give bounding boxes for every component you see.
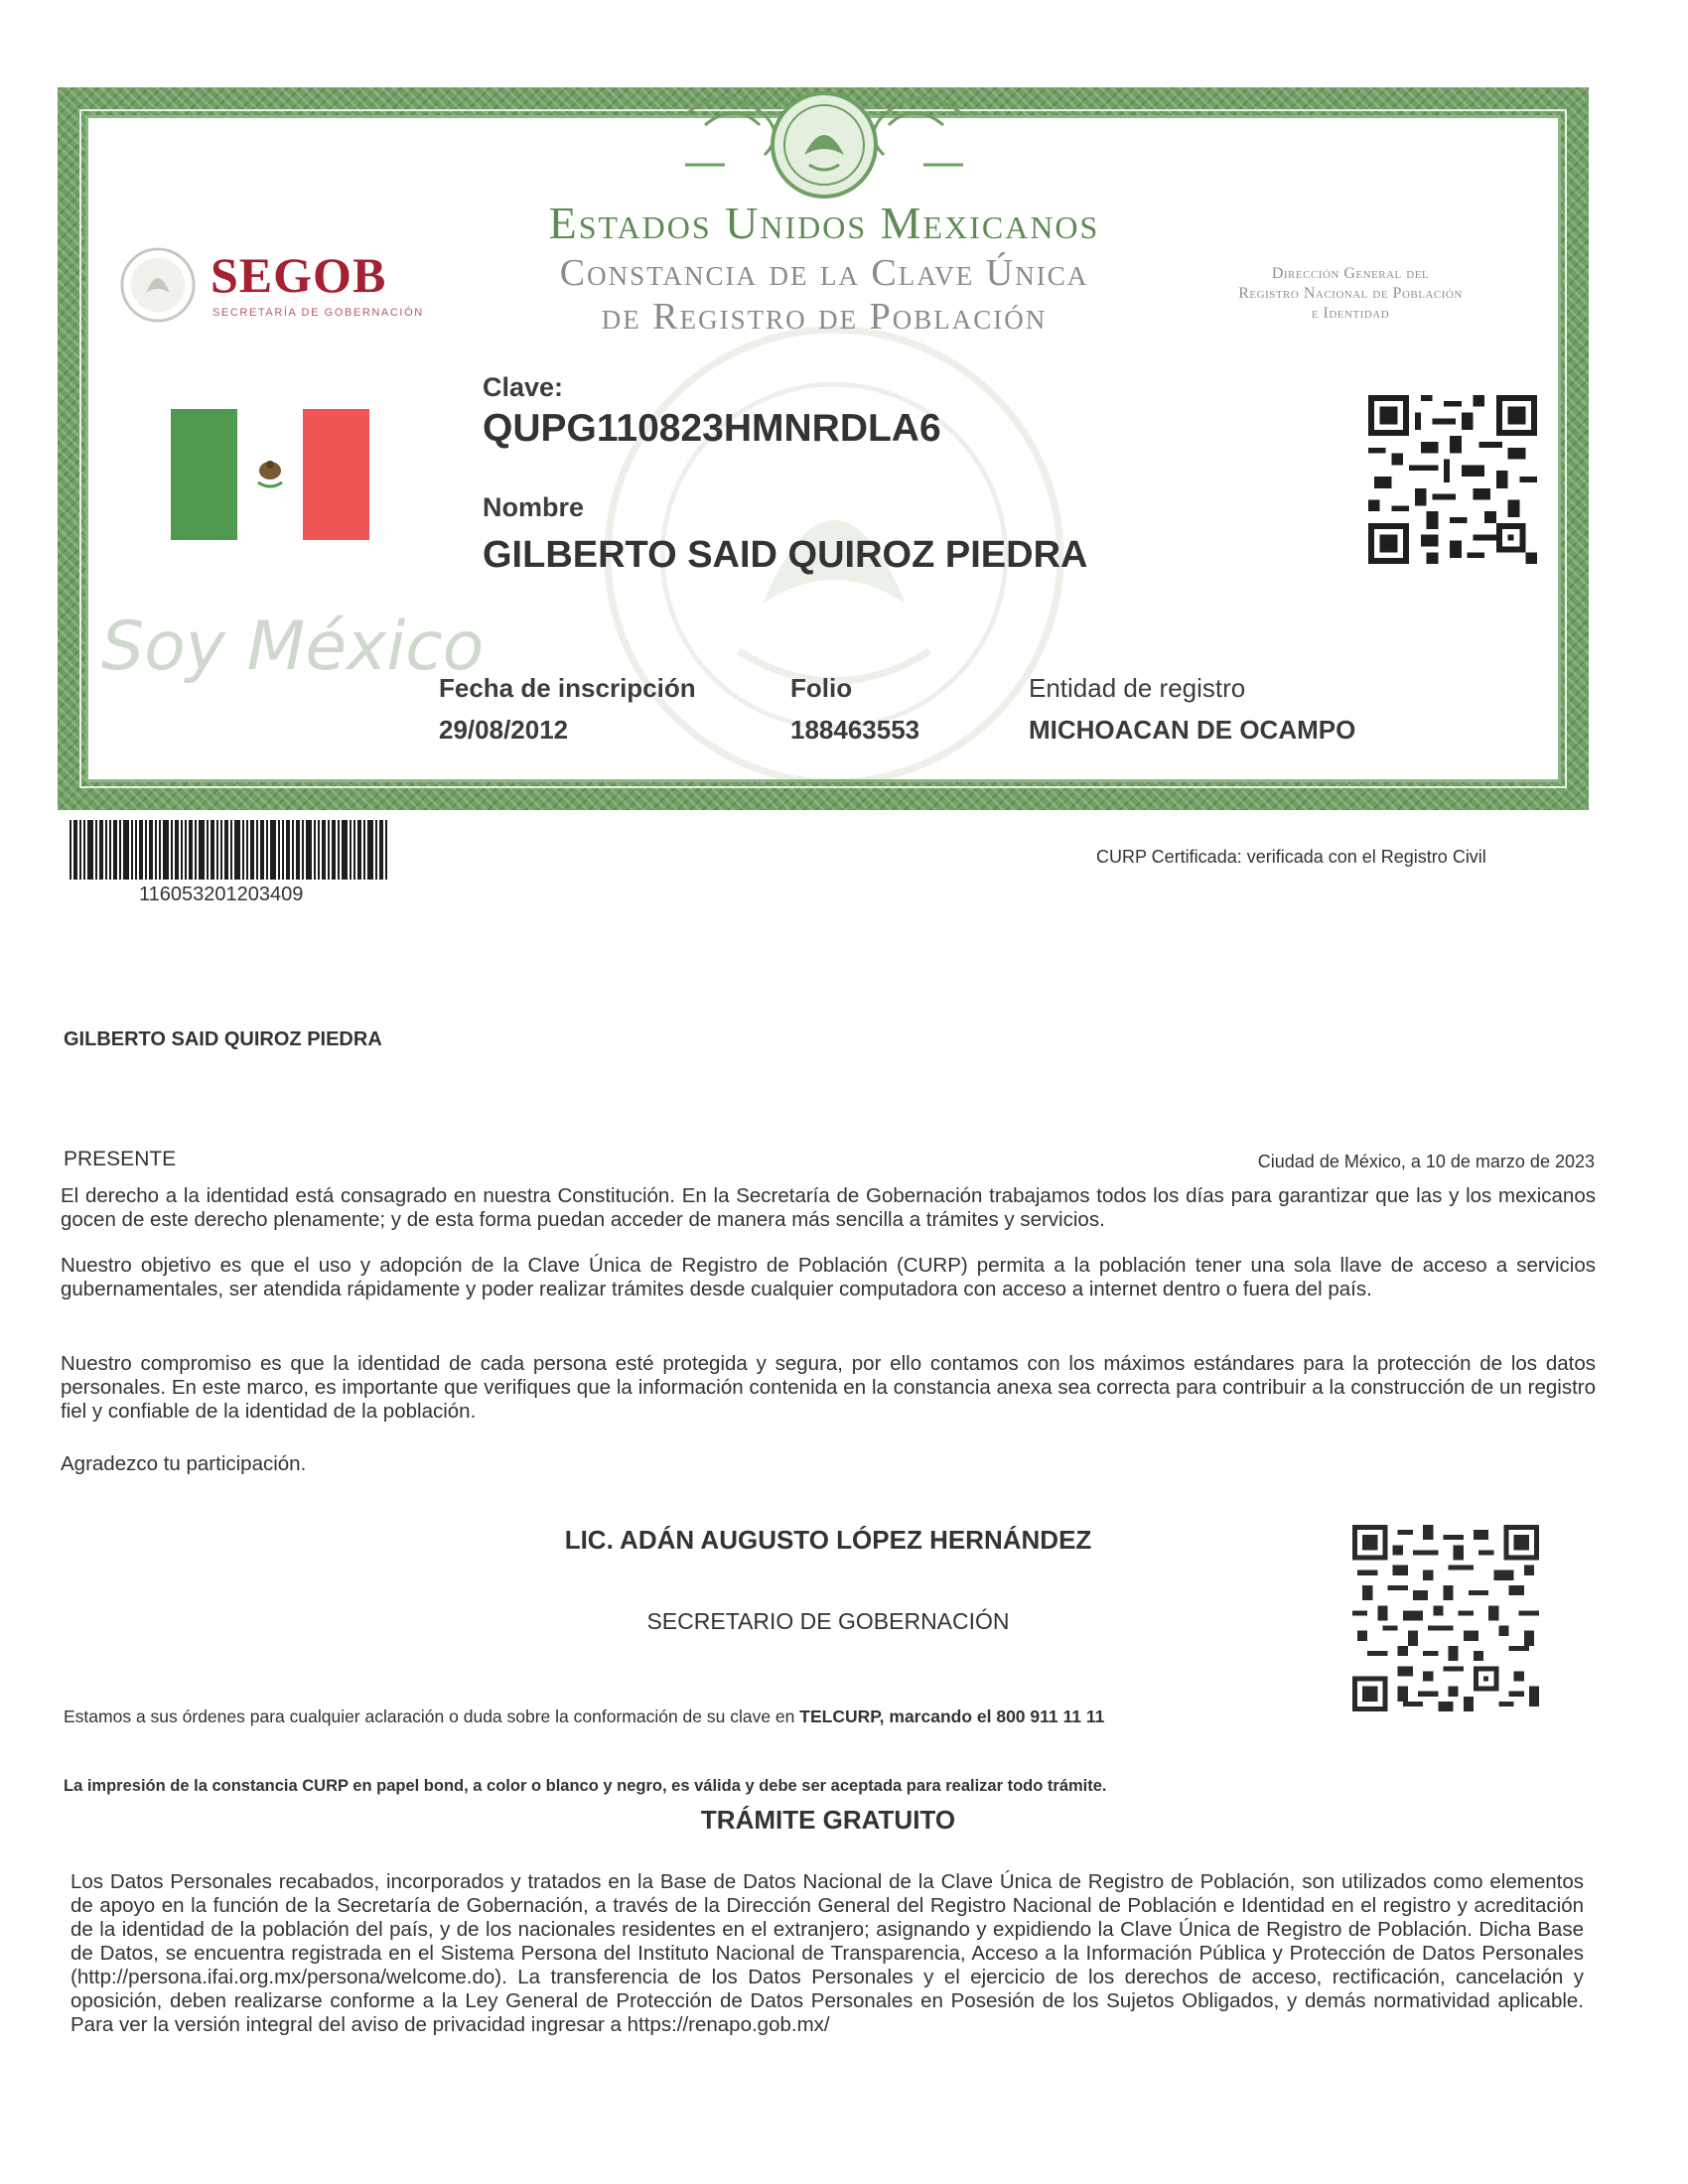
segob-subtitle: SECRETARÍA DE GOBERNACIÓN xyxy=(212,307,424,319)
telcurp-line xyxy=(64,1706,1104,1727)
signer-title: SECRETARIO DE GOBERNACIÓN xyxy=(646,1608,1010,1634)
telcurp-text: Estamos a sus órdenes para cualquier aclaración o duda sobre la conformación de su clave en xyxy=(64,1706,795,1726)
curp-certificada-note: CURP Certificada: verificada con el Registro Civil xyxy=(1096,847,1486,867)
agency-name-line1: Dirección General del xyxy=(1271,265,1430,282)
country-title: Estados Unidos Mexicanos xyxy=(548,198,1100,248)
nombre-label: Nombre xyxy=(483,492,585,522)
agency-name-line3: e Identidad xyxy=(1311,305,1390,322)
document-title-line2: de Registro de Población xyxy=(601,296,1048,338)
fecha-inscripcion-label: Fecha de inscripción xyxy=(439,673,696,703)
signer-name: LIC. ADÁN AUGUSTO LÓPEZ HERNÁNDEZ xyxy=(564,1525,1092,1555)
barcode-icon xyxy=(70,820,387,880)
agency-name-line2: Registro Nacional de Población xyxy=(1238,285,1463,302)
segob-logo-text: SEGOB xyxy=(211,247,387,303)
flag-emblem-icon xyxy=(250,453,290,492)
privacy-notice: Los Datos Personales recabados, incorporados y tratados en la Base de Datos Nacional de la Clave Única de Registro de Población, son utilizados como elementos de apoyo en la función de la Secretaría de Gobernación, a través de la Dirección General del Registro Nacional de Población e Identidad en el registro y acreditación de la identidad de la población del país, y de los nacionales residentes en el extranjero; asignando y expidiendo la Clave Única de Registro de Población. Dicha Base de Datos, se encuentra registrada en el Sistema Persona del Instituto Nacional de Transparencia, Acceso a la Información Pública y Protección de Datos Personales (http://persona.ifai.org.mx/persona/welcome.do). La transferencia de los Datos Personales y el ejercicio de los derechos de acceso, rectificación, cancelación y oposición, deben realizarse conforme a la Ley General de Protección de Datos Personales en Posesión de los Sujetos Obligados, y demás normatividad aplicable. Para ver la versión integral del aviso de privacidad ingresar a https://renapo.gob.mx/ xyxy=(70,1870,1584,2036)
slogan-soy-mexico: Soy México xyxy=(101,608,485,686)
folio-value: 188463553 xyxy=(790,715,920,745)
flag-red-stripe xyxy=(303,409,369,540)
national-crest-icon xyxy=(665,85,983,205)
fecha-inscripcion-value: 29/08/2012 xyxy=(439,715,569,745)
tramite-gratuito: TRÁMITE GRATUITO xyxy=(700,1805,956,1835)
entidad-label: Entidad de registro xyxy=(1029,673,1246,703)
qr-code-letter-icon xyxy=(1352,1525,1539,1711)
letter-paragraph-3: Nuestro compromiso es que la identidad de cada persona esté protegida y segura, por ello contamos con los máximos estándares para la protección de los datos personales. En este marco, es importante que verifiques que la información contenida en la constancia anexa sea correcta para contribuir a la construcción de un registro fiel y confiable de la identidad de la población. xyxy=(61,1352,1596,1423)
document-title-line1: Constancia de la Clave Única xyxy=(559,252,1089,294)
letter-place-date: Ciudad de México, a 10 de marzo de 2023 xyxy=(1257,1152,1595,1171)
segob-seal-icon xyxy=(119,246,197,324)
mexican-flag xyxy=(171,409,369,540)
impresion-note: La impresión de la constancia CURP en papel bond, a color o blanco y negro, es válida y debe ser aceptada para realizar todo trámite. xyxy=(64,1777,1107,1795)
telcurp-phone: TELCURP, marcando el 800 911 11 11 xyxy=(799,1706,1105,1726)
entidad-value: MICHOACAN DE OCAMPO xyxy=(1029,715,1356,745)
clave-value: QUPG110823HMNRDLA6 xyxy=(483,407,941,450)
letter-paragraph-2: Nuestro objetivo es que el uso y adopción de la Clave Única de Registro de Población (CURP) permita a la población tener una sola llave de acceso a servicios gubernamentales, ser atendida rápidamente y poder realizar trámites desde cualquier computadora con acceso a internet dentro o fuera del país. xyxy=(61,1254,1596,1300)
flag-green-stripe xyxy=(171,409,237,540)
qr-code-certificate-icon xyxy=(1366,395,1539,564)
letter-paragraph-4: Agradezco tu participación. xyxy=(61,1452,307,1475)
agency-name xyxy=(1187,264,1514,324)
nombre-value: GILBERTO SAID QUIROZ PIEDRA xyxy=(483,534,1088,576)
document-title xyxy=(377,251,1271,339)
letter-addressee: GILBERTO SAID QUIROZ PIEDRA xyxy=(64,1028,382,1050)
letter-paragraph-1: El derecho a la identidad está consagrado en nuestra Constitución. En la Secretaría de Gobernación trabajamos todos los días para garantizar que las y los mexicanos gocen de este derecho plenamente; y de esta forma puedan acceder de manera más sencilla a trámites y servicios. xyxy=(61,1184,1596,1231)
barcode-number: 116053201203409 xyxy=(139,884,304,905)
folio-label: Folio xyxy=(790,673,853,703)
clave-label: Clave: xyxy=(483,372,564,402)
letter-presente: PRESENTE xyxy=(64,1148,177,1170)
